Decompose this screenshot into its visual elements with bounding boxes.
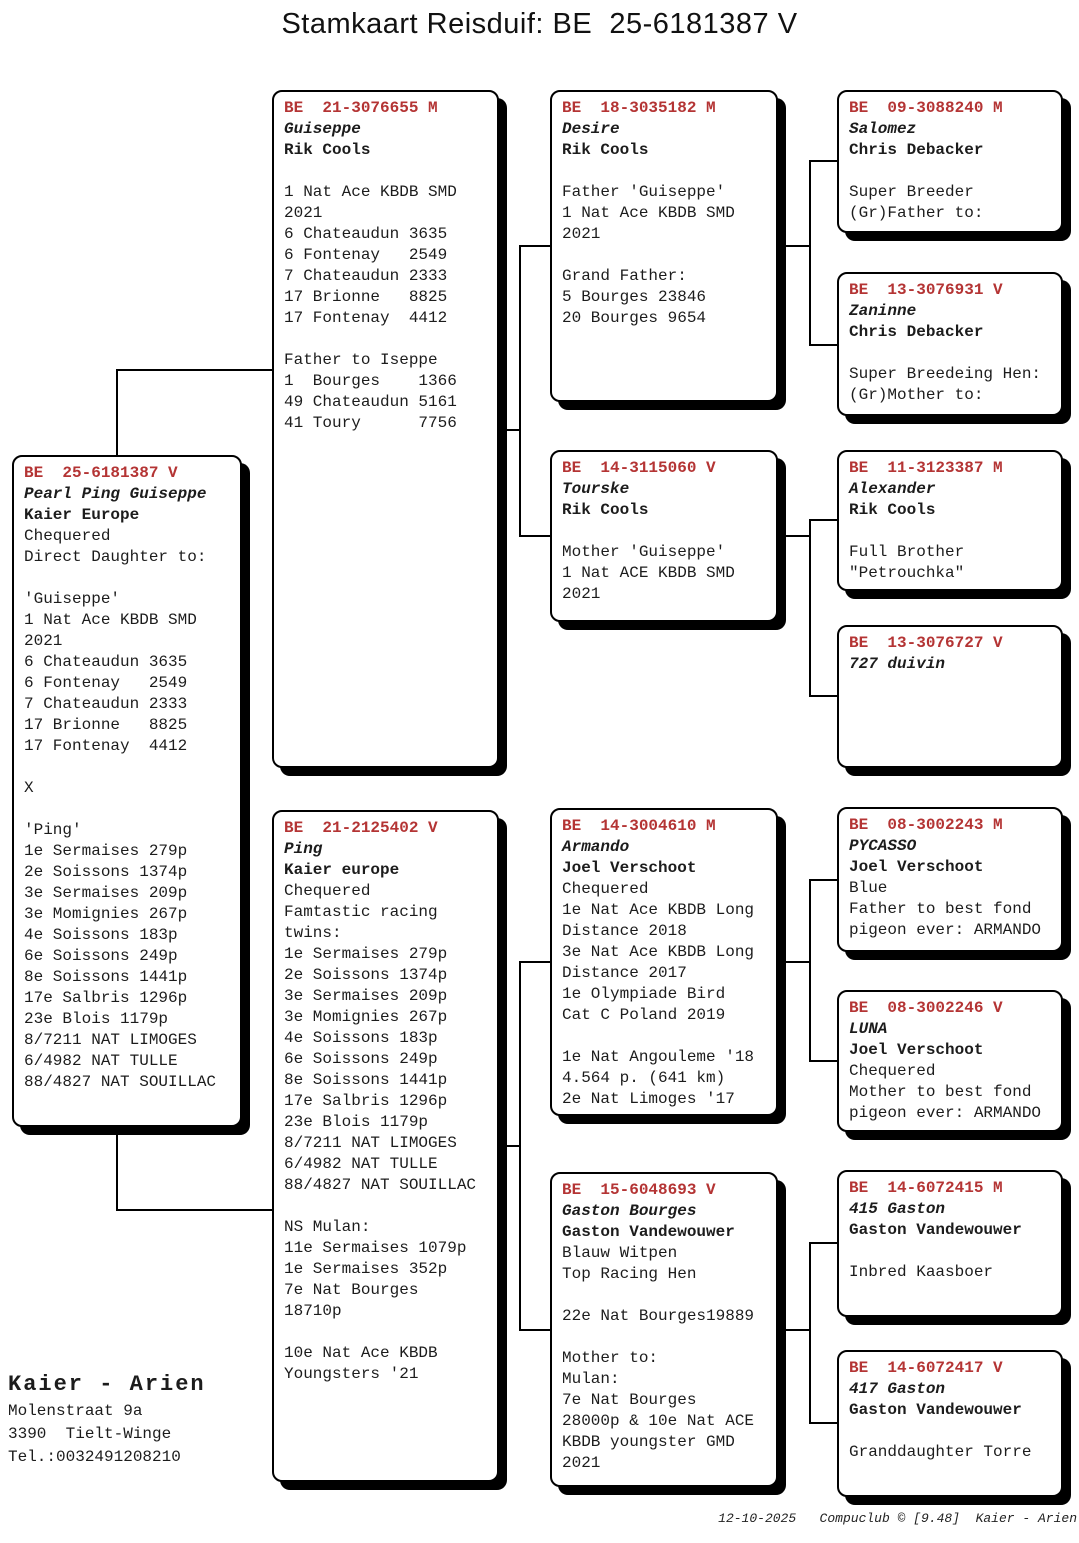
- ring-number: BE 14-3115060 V: [562, 459, 716, 477]
- connector-line: [809, 1242, 838, 1244]
- connector-line: [116, 369, 118, 457]
- ring-number: BE 14-6072415 M: [849, 1179, 1003, 1197]
- box-text-line: Father to best fond: [849, 900, 1032, 918]
- box-text-line: Youngsters '21: [284, 1365, 419, 1383]
- box-text-line: Mother to:: [562, 1349, 659, 1367]
- box-text-line: 10e Nat Ace KBDB: [284, 1344, 438, 1362]
- pedigree-box-415-gaston: [837, 1170, 1063, 1317]
- box-text-line: 3e Sermaises 209p: [284, 987, 448, 1005]
- box-text-line: 17e Salbris 1296p: [24, 989, 188, 1007]
- box-text-line: 2e Soissons 1374p: [24, 863, 188, 881]
- pedigree-box-grandfather-armando: [550, 808, 778, 1116]
- box-text-line: 11e Sermaises 1079p: [284, 1239, 467, 1257]
- box-text-line: Inbred Kaasboer: [849, 1263, 994, 1281]
- connector-line: [809, 344, 838, 346]
- box-text-line: Father to Iseppe: [284, 351, 438, 369]
- box-text-line: 3e Nat Ace KBDB Long: [562, 943, 755, 961]
- pedigree-box-727-duivin: [837, 625, 1063, 768]
- pigeon-name: Guiseppe: [284, 120, 361, 138]
- fancier-name: Joel Verschoot: [562, 859, 697, 877]
- blank-line: [284, 329, 493, 350]
- box-text-line: 'Ping': [24, 821, 82, 839]
- pedigree-box-luna: [837, 990, 1063, 1132]
- blank-line: [849, 1241, 1057, 1262]
- box-text-line: 5 Bourges 23846: [562, 288, 707, 306]
- breeder-phone: Tel.:0032491208210: [8, 1448, 181, 1466]
- blank-line: [562, 521, 772, 542]
- box-text-line: 23e Blois 1179p: [24, 1010, 169, 1028]
- blank-line: [24, 757, 236, 778]
- box-text-line: 1 Nat Ace KBDB SMD: [284, 183, 457, 201]
- fancier-name: Gaston Vandewouwer: [849, 1221, 1022, 1239]
- blank-line: [562, 1026, 772, 1047]
- box-text-line: 1e Sermaises 352p: [284, 1260, 448, 1278]
- connector-line: [777, 245, 811, 247]
- pigeon-name: Tourske: [562, 480, 630, 498]
- box-text-line: 1 Nat Ace KBDB SMD: [562, 204, 735, 222]
- box-text-line: 'Guiseppe': [24, 590, 121, 608]
- connector-line: [777, 535, 811, 537]
- box-text-line: Grand Father:: [562, 267, 687, 285]
- connector-line: [809, 1422, 838, 1424]
- box-text-line: (Gr)Mother to:: [849, 386, 984, 404]
- connector-line: [809, 695, 838, 697]
- connector-line: [809, 1242, 811, 1424]
- box-text-line: Mother to best fond: [849, 1083, 1032, 1101]
- pedigree-box-mother: [272, 810, 499, 1482]
- box-text-line: 1e Olympiade Bird: [562, 985, 726, 1003]
- breeder-info: [8, 1370, 206, 1469]
- box-text-line: 6 Fontenay 2549: [284, 246, 448, 264]
- box-text-line: 17e Salbris 1296p: [284, 1092, 448, 1110]
- box-text-line: 1e Nat Ace KBDB Long: [562, 901, 755, 919]
- box-text-line: 6 Chateaudun 3635: [24, 653, 188, 671]
- ring-number: BE 25-6181387 V: [24, 464, 178, 482]
- fancier-name: Rik Cools: [562, 501, 649, 519]
- box-text-line: KBDB youngster GMD: [562, 1433, 735, 1451]
- box-text-line: 28000p & 10e Nat ACE: [562, 1412, 755, 1430]
- pedigree-box-alexander: [837, 450, 1063, 591]
- pigeon-name: Armando: [562, 838, 630, 856]
- ring-number: BE 15-6048693 V: [562, 1181, 716, 1199]
- box-text-line: 3e Momignies 267p: [24, 905, 188, 923]
- box-text-line: 2021: [562, 1454, 601, 1472]
- box-text-line: 6 Fontenay 2549: [24, 674, 188, 692]
- connector-line: [498, 429, 520, 431]
- connector-line: [809, 1060, 838, 1062]
- box-text-line: 6e Soissons 249p: [284, 1050, 438, 1068]
- box-text-line: Super Breeder: [849, 183, 974, 201]
- pigeon-name: Zaninne: [849, 302, 917, 320]
- fancier-name: Joel Verschoot: [849, 858, 984, 876]
- box-text-line: Super Breedeing Hen:: [849, 365, 1042, 383]
- connector-line: [809, 879, 811, 1062]
- fancier-name: Joel Verschoot: [849, 1041, 984, 1059]
- connector-line: [519, 1329, 551, 1331]
- box-text-line: 8e Soissons 1441p: [284, 1071, 448, 1089]
- box-text-line: Chequered: [562, 880, 649, 898]
- box-text-line: 2021: [562, 225, 601, 243]
- connector-line: [809, 160, 838, 162]
- box-text-line: twins:: [284, 924, 342, 942]
- pigeon-name: Ping: [284, 840, 323, 858]
- connector-line: [777, 1329, 811, 1331]
- connector-line: [809, 519, 838, 521]
- ring-number: BE 13-3076727 V: [849, 634, 1003, 652]
- breeder-address-line2: 3390 Tielt-Winge: [8, 1425, 172, 1443]
- page-title: Stamkaart Reisduif: BE 25-6181387 V: [281, 8, 798, 40]
- pigeon-name: 417 Gaston: [849, 1380, 946, 1398]
- box-text-line: 17 Fontenay 4412: [284, 309, 448, 327]
- connector-line: [519, 245, 551, 247]
- box-text-line: 1 Nat Ace KBDB SMD: [24, 611, 197, 629]
- box-text-line: 2021: [562, 585, 601, 603]
- box-text-line: Granddaughter Torre: [849, 1443, 1032, 1461]
- box-text-line: 6e Soissons 249p: [24, 947, 178, 965]
- box-text-line: 4e Soissons 183p: [24, 926, 178, 944]
- box-text-line: Blue: [849, 879, 888, 897]
- pedigree-box-pycasso: [837, 807, 1063, 952]
- blank-line: [562, 1285, 772, 1306]
- box-text-line: 4e Soissons 183p: [284, 1029, 438, 1047]
- connector-line: [498, 1145, 520, 1147]
- box-text-line: 1e Sermaises 279p: [284, 945, 448, 963]
- blank-line: [849, 343, 1057, 364]
- box-text-line: 1e Nat Angouleme '18: [562, 1048, 755, 1066]
- pigeon-name: Pearl Ping Guiseppe: [24, 485, 207, 503]
- box-text-line: Chequered: [849, 1062, 936, 1080]
- fancier-name: Kaier europe: [284, 861, 400, 879]
- box-text-line: "Petrouchka": [849, 564, 965, 582]
- box-text-line: 1e Sermaises 279p: [24, 842, 188, 860]
- pedigree-box-grandfather-desire: [550, 90, 778, 402]
- pigeon-name: Desire: [562, 120, 620, 138]
- connector-line: [116, 1123, 118, 1211]
- blank-line: [562, 161, 772, 182]
- box-text-line: pigeon ever: ARMANDO: [849, 921, 1042, 939]
- box-text-line: 88/4827 NAT SOUILLAC: [284, 1176, 477, 1194]
- box-text-line: 2021: [284, 204, 323, 222]
- box-text-line: Top Racing Hen: [562, 1265, 697, 1283]
- connector-line: [117, 369, 273, 371]
- breeder-address-line1: Molenstraat 9a: [8, 1402, 143, 1420]
- box-text-line: 7e Nat Bourges: [562, 1391, 697, 1409]
- box-text-line: pigeon ever: ARMANDO: [849, 1104, 1042, 1122]
- ring-number: BE 14-6072417 V: [849, 1359, 1003, 1377]
- box-text-line: 2e Soissons 1374p: [284, 966, 448, 984]
- box-text-line: 8/7211 NAT LIMOGES: [284, 1134, 457, 1152]
- box-text-line: Blauw Witpen: [562, 1244, 678, 1262]
- pigeon-name: Gaston Bourges: [562, 1202, 697, 1220]
- box-text-line: Chequered: [284, 882, 371, 900]
- box-text-line: 3e Sermaises 209p: [24, 884, 188, 902]
- box-text-line: Direct Daughter to:: [24, 548, 207, 566]
- box-text-line: 23e Blois 1179p: [284, 1113, 429, 1131]
- box-text-line: Cat C Poland 2019: [562, 1006, 726, 1024]
- box-text-line: 20 Bourges 9654: [562, 309, 707, 327]
- blank-line: [284, 1322, 493, 1343]
- pedigree-box-subject: [12, 455, 242, 1127]
- ring-number: BE 18-3035182 M: [562, 99, 716, 117]
- pigeon-name: Salomez: [849, 120, 917, 138]
- box-text-line: Father 'Guiseppe': [562, 183, 726, 201]
- blank-line: [562, 1327, 772, 1348]
- box-text-line: 17 Fontenay 4412: [24, 737, 188, 755]
- blank-line: [849, 1421, 1057, 1442]
- pedigree-box-zaninne: [837, 272, 1063, 416]
- box-text-line: 88/4827 NAT SOUILLAC: [24, 1073, 217, 1091]
- ring-number: BE 21-3076655 M: [284, 99, 438, 117]
- box-text-line: Full Brother: [849, 543, 965, 561]
- fancier-name: Chris Debacker: [849, 141, 984, 159]
- box-text-line: NS Mulan:: [284, 1218, 371, 1236]
- pedigree-box-417-gaston: [837, 1350, 1063, 1497]
- ring-number: BE 08-3002246 V: [849, 999, 1003, 1017]
- fancier-name: Chris Debacker: [849, 323, 984, 341]
- box-text-line: 8e Soissons 1441p: [24, 968, 188, 986]
- connector-line: [809, 519, 811, 697]
- box-text-line: 49 Chateaudun 5161: [284, 393, 457, 411]
- blank-line: [284, 161, 493, 182]
- box-text-line: X: [24, 779, 34, 797]
- fancier-name: Rik Cools: [284, 141, 371, 159]
- pigeon-name: 415 Gaston: [849, 1200, 946, 1218]
- footer-credit: 12-10-2025 Compuclub © [9.48] Kaier - Arien: [718, 1511, 1077, 1526]
- box-text-line: 17 Brionne 8825: [284, 288, 448, 306]
- ring-number: BE 14-3004610 M: [562, 817, 716, 835]
- connector-line: [117, 1209, 273, 1211]
- box-text-line: 1 Bourges 1366: [284, 372, 457, 390]
- box-text-line: 4.564 p. (641 km): [562, 1069, 726, 1087]
- box-text-line: Mother 'Guiseppe': [562, 543, 726, 561]
- box-text-line: Distance 2018: [562, 922, 687, 940]
- box-text-line: Distance 2017: [562, 964, 687, 982]
- box-text-line: 7 Chateaudun 2333: [284, 267, 448, 285]
- blank-line: [24, 568, 236, 589]
- box-text-line: Chequered: [24, 527, 111, 545]
- box-text-line: 6/4982 NAT TULLE: [284, 1155, 438, 1173]
- pigeon-name: LUNA: [849, 1020, 888, 1038]
- box-text-line: 2021: [24, 632, 63, 650]
- pigeon-name: PYCASSO: [849, 837, 917, 855]
- connector-line: [519, 961, 551, 963]
- fancier-name: Rik Cools: [849, 501, 936, 519]
- box-text-line: 6/4982 NAT TULLE: [24, 1052, 178, 1070]
- fancier-name: Gaston Vandewouwer: [562, 1223, 735, 1241]
- box-text-line: 22e Nat Bourges19889: [562, 1307, 755, 1325]
- connector-line: [777, 961, 811, 963]
- connector-line: [519, 961, 521, 1331]
- pedigree-box-grandmother-gaston-bourges: [550, 1172, 778, 1487]
- pedigree-box-father: [272, 90, 499, 768]
- fancier-name: Gaston Vandewouwer: [849, 1401, 1022, 1419]
- connector-line: [809, 879, 838, 881]
- pedigree-box-salomez: [837, 90, 1063, 233]
- breeder-name: Kaier - Arien: [8, 1372, 206, 1397]
- connector-line: [519, 245, 521, 537]
- blank-line: [24, 799, 236, 820]
- box-text-line: 17 Brionne 8825: [24, 716, 188, 734]
- box-text-line: 1 Nat ACE KBDB SMD: [562, 564, 735, 582]
- box-text-line: Mulan:: [562, 1370, 620, 1388]
- connector-line: [809, 160, 811, 346]
- blank-line: [849, 521, 1057, 542]
- blank-line: [849, 161, 1057, 182]
- box-text-line: 41 Toury 7756: [284, 414, 457, 432]
- pedigree-box-grandmother-tourske: [550, 450, 778, 622]
- box-text-line: Famtastic racing: [284, 903, 438, 921]
- blank-line: [284, 1196, 493, 1217]
- box-text-line: (Gr)Father to:: [849, 204, 984, 222]
- blank-line: [562, 245, 772, 266]
- pigeon-name: 727 duivin: [849, 655, 946, 673]
- fancier-name: Kaier Europe: [24, 506, 140, 524]
- box-text-line: 7e Nat Bourges: [284, 1281, 419, 1299]
- ring-number: BE 13-3076931 V: [849, 281, 1003, 299]
- connector-line: [519, 535, 551, 537]
- box-text-line: 18710p: [284, 1302, 342, 1320]
- ring-number: BE 09-3088240 M: [849, 99, 1003, 117]
- box-text-line: 8/7211 NAT LIMOGES: [24, 1031, 197, 1049]
- pigeon-name: Alexander: [849, 480, 936, 498]
- box-text-line: 3e Momignies 267p: [284, 1008, 448, 1026]
- box-text-line: 6 Chateaudun 3635: [284, 225, 448, 243]
- ring-number: BE 21-2125402 V: [284, 819, 438, 837]
- ring-number: BE 08-3002243 M: [849, 816, 1003, 834]
- box-text-line: 7 Chateaudun 2333: [24, 695, 188, 713]
- ring-number: BE 11-3123387 M: [849, 459, 1003, 477]
- fancier-name: Rik Cools: [562, 141, 649, 159]
- box-text-line: 2e Nat Limoges '17: [562, 1090, 735, 1108]
